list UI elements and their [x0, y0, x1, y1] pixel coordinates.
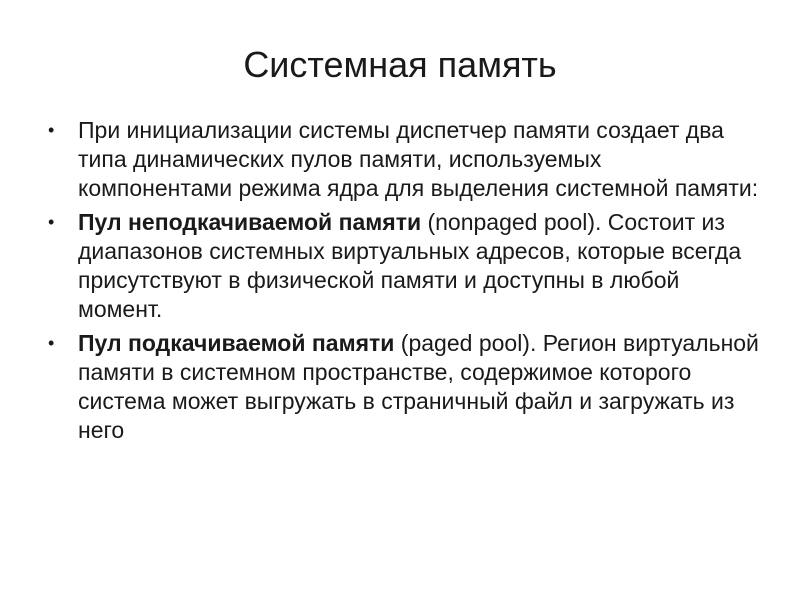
- bullet-text: (paged pool). Регион виртуальной памяти в системном пространстве, содержимое которого система может выгружать в страничный файл и загружать из него: [78, 330, 759, 443]
- bullet-icon: •: [48, 212, 55, 232]
- bullet-text: При инициализации системы диспетчер памяти создает два типа динамических пулов памяти, используемых компонентами режима ядра для выделения системной памяти:: [78, 117, 759, 201]
- bullet-icon: •: [48, 120, 55, 140]
- bullet-item-initialization: [48, 116, 760, 203]
- bullet-icon: •: [48, 333, 55, 353]
- bullet-text: (nonpaged pool). Состоит из диапазонов системных виртуальных адресов, которые всегда присутствуют в физической памяти и доступны в любой момент.: [78, 209, 742, 322]
- bullet-list: [48, 116, 760, 450]
- bullet-item-nonpaged-pool: [48, 208, 760, 324]
- bullet-term: Пул подкачиваемой памяти: [78, 330, 395, 356]
- slide-title: Системная память: [243, 44, 557, 85]
- bullet-term: Пул неподкачиваемой памяти: [78, 209, 422, 235]
- bullet-item-paged-pool: [48, 329, 760, 445]
